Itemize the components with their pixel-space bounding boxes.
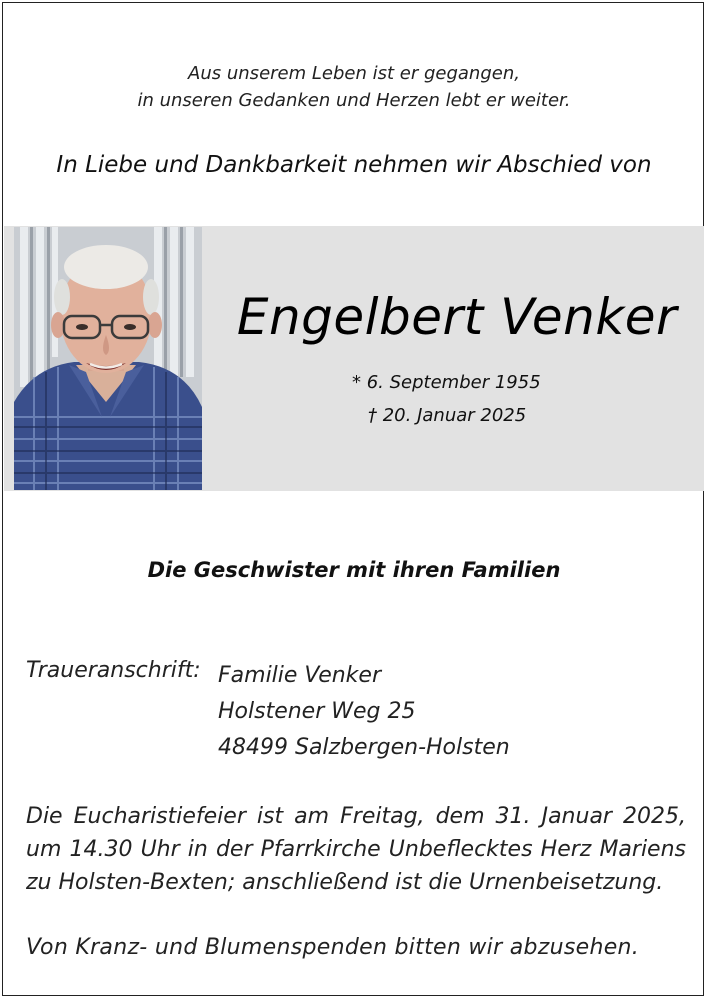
address-line-street: Holstener Weg 25 — [218, 699, 416, 724]
deceased-name: Engelbert Venker — [236, 288, 678, 346]
address-line-city: 48499 Salzbergen-Holsten — [218, 735, 510, 760]
portrait-illustration — [14, 227, 202, 490]
portrait-photo — [14, 227, 202, 490]
address-label: Traueranschrift: — [26, 658, 201, 683]
motto-line-2: in unseren Gedanken und Herzen lebt er weiter. — [137, 90, 571, 111]
motto — [0, 60, 708, 114]
address-block — [218, 658, 510, 766]
closing-note: Von Kranz- und Blumenspenden bitten wir abzusehen. — [26, 935, 640, 960]
death-date: † 20. Januar 2025 — [368, 405, 527, 426]
birth-date: * 6. September 1955 — [352, 372, 541, 393]
service-details: Die Eucharistiefeier ist am Freitag, dem 31. Januar 2025, um 14.30 Uhr in der Pfarrkirche Unbeflecktes Herz Mariens zu Holsten-Bexten; anschließend ist die Urnenbeisetzung. — [26, 804, 686, 895]
address-line-family: Familie Venker — [218, 663, 381, 688]
farewell-intro: In Liebe und Dankbarkeit nehmen wir Abschied von — [56, 152, 652, 178]
mourners-line: Die Geschwister mit ihren Familien — [147, 558, 561, 582]
motto-line-1: Aus unserem Leben ist er gegangen, — [188, 63, 520, 84]
